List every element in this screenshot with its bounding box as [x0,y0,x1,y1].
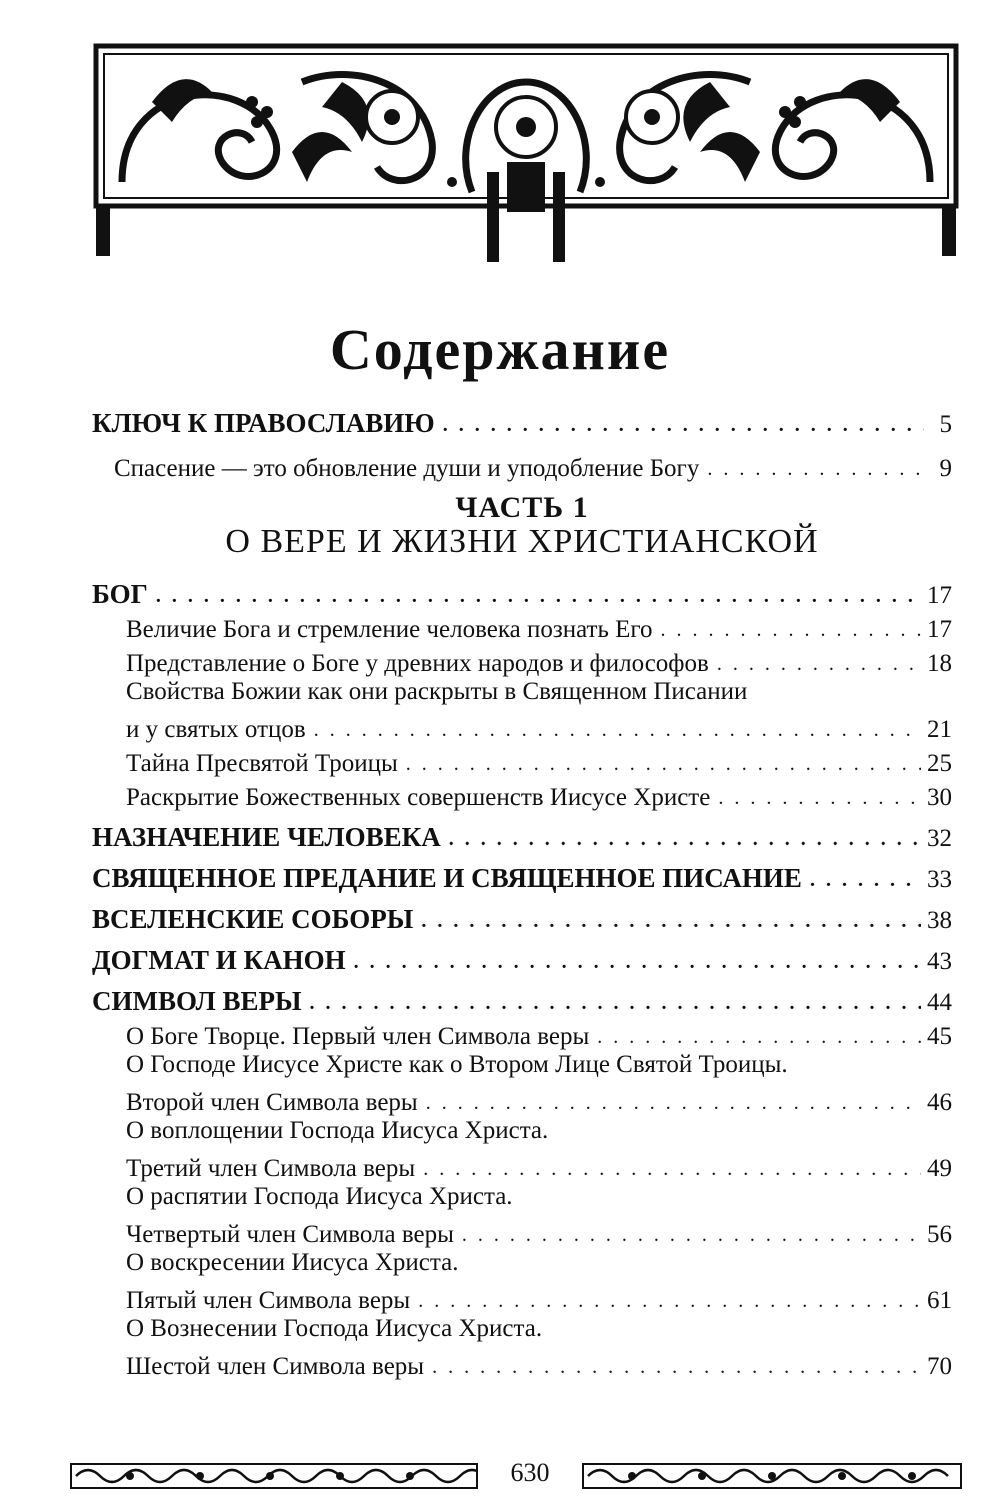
leader-dots [421,910,921,935]
toc-entry[interactable] [92,1017,952,1051]
toc-entry[interactable] [92,569,952,610]
toc-page-number: 17 [927,616,952,643]
toc-entry-label: О Господе Иисусе Христе как о Втором Лице Святой Троицы. [126,1051,788,1078]
leader-dots [718,787,921,812]
leader-dots [354,951,921,976]
leader-dots [462,1224,921,1249]
toc-page-number: 70 [927,1353,952,1380]
toc-entry-line [126,1347,952,1381]
toc-entry-label: СИМВОЛ ВЕРЫ [92,986,302,1016]
toc-page-number: 21 [927,716,952,743]
toc-page-number: 43 [927,948,952,975]
part-number: ЧАСТЬ 1 [455,491,589,524]
leader-dots [717,653,921,678]
toc-entry[interactable] [92,744,952,778]
part-name: О ВЕРЕ И ЖИЗНИ ХРИСТИАНСКОЙ [225,523,819,560]
toc-entry-line [126,1215,952,1249]
leader-dots [443,414,924,439]
toc-entry-label: О распятии Господа Иисуса Христа. [126,1183,513,1210]
toc-page-number: 44 [927,989,952,1016]
leader-dots [597,1026,921,1051]
toc-entry[interactable] [92,778,952,812]
toc-entry-label: Тайна Пресвятой Троицы [126,750,398,777]
leader-dots [661,619,921,644]
toc-entry[interactable] [92,644,952,678]
toc-entry[interactable] [92,1315,952,1381]
toc-entry-label: Свойства Божии как они раскрыты в Священном Писании [126,678,748,705]
toc-entry[interactable] [92,853,952,894]
toc-page-number: 49 [927,1155,952,1182]
toc-entry-label: КЛЮЧ К ПРАВОСЛАВИЮ [92,408,435,438]
toc-entry-label: Представление о Боге у древних народов и философов [126,650,709,677]
leader-dots [449,828,921,853]
leader-dots [707,458,924,483]
toc-entry-label: СВЯЩЕННОЕ ПРЕДАНИЕ И СВЯЩЕННОЕ ПИСАНИЕ [92,863,802,893]
toc-page-number: 32 [927,825,952,852]
toc-entry-line [126,710,952,744]
toc-entry-line [126,1281,952,1315]
leader-dots [406,753,921,778]
floral-headpiece-ornament [92,42,960,272]
toc-entry[interactable] [92,1051,952,1117]
toc-entry-label: БОГ [92,579,148,609]
toc-page-number: 18 [927,650,952,677]
leader-dots [418,1290,921,1315]
toc-entry[interactable] [92,1117,952,1183]
leader-dots [810,869,921,894]
leader-dots [423,1158,921,1183]
toc-page-number: 45 [927,1023,952,1050]
toc-entry-line [126,1149,952,1183]
leader-dots [426,1092,921,1117]
toc-entry-label: Пятый член Символа веры [126,1287,411,1314]
toc-entry-label: НАЗНАЧЕНИЕ ЧЕЛОВЕКА [92,822,441,852]
toc-entry-label: Шестой член Символа веры [126,1353,425,1380]
toc-entry[interactable] [92,976,952,1017]
toc-entry[interactable] [92,812,952,853]
leader-dots [310,992,921,1017]
toc-entry-label: Третий член Символа веры [126,1155,416,1182]
toc-entry-label: Величие Бога и стремление человека познать Его [126,616,653,643]
toc-entry[interactable] [92,678,952,744]
toc-entry-label: ДОГМАТ И КАНОН [92,945,346,975]
toc-page-number: 30 [927,784,952,811]
page-title: Содержание [329,317,671,382]
part-heading [92,491,952,561]
toc-page-number: 5 [939,411,952,438]
page-number: 630 [510,1458,550,1487]
toc-entry[interactable] [92,1249,952,1315]
toc-entry[interactable] [92,1183,952,1249]
toc-entry-label: Раскрытие Божественных совершенств Иисусе Христе [126,784,711,811]
toc-entry-label: и у святых отцов [126,716,306,743]
toc-entry-label: О Вознесении Господа Иисуса Христа. [126,1315,543,1342]
toc-entry-label: О Боге Творце. Первый член Символа веры [126,1023,590,1050]
toc-entry-label: Четвертый член Символа веры [126,1221,454,1248]
toc-entry-label: О воплощении Господа Иисуса Христа. [126,1117,549,1144]
toc-page-number: 61 [927,1287,952,1314]
toc-entry[interactable] [92,610,952,644]
toc-page-number: 46 [927,1089,952,1116]
footer-ornament-left [70,1462,478,1490]
toc-entry-label: Спасение — это обновление души и уподобление Богу [114,455,700,482]
footer-ornament-right [582,1462,962,1490]
leader-dots [314,719,921,744]
toc-entry[interactable] [92,398,952,439]
leader-dots [156,585,921,610]
toc-page-number: 17 [927,582,952,609]
toc-page-number: 56 [927,1221,952,1248]
toc-page-number: 25 [927,750,952,777]
toc-entry[interactable] [92,894,952,935]
toc-entry-line [126,1083,952,1117]
toc-entry-label: ВСЕЛЕНСКИЕ СОБОРЫ [92,904,414,934]
toc-entry[interactable] [92,439,952,483]
leader-dots [432,1356,921,1381]
toc-entry-label: О воскресении Иисуса Христа. [126,1249,459,1276]
toc-page-number: 38 [927,907,952,934]
table-of-contents [92,398,952,1381]
toc-entry-label: Второй член Символа веры [126,1089,418,1116]
toc-entry[interactable] [92,935,952,976]
toc-page-number: 33 [927,866,952,893]
toc-page-number: 9 [939,455,952,482]
